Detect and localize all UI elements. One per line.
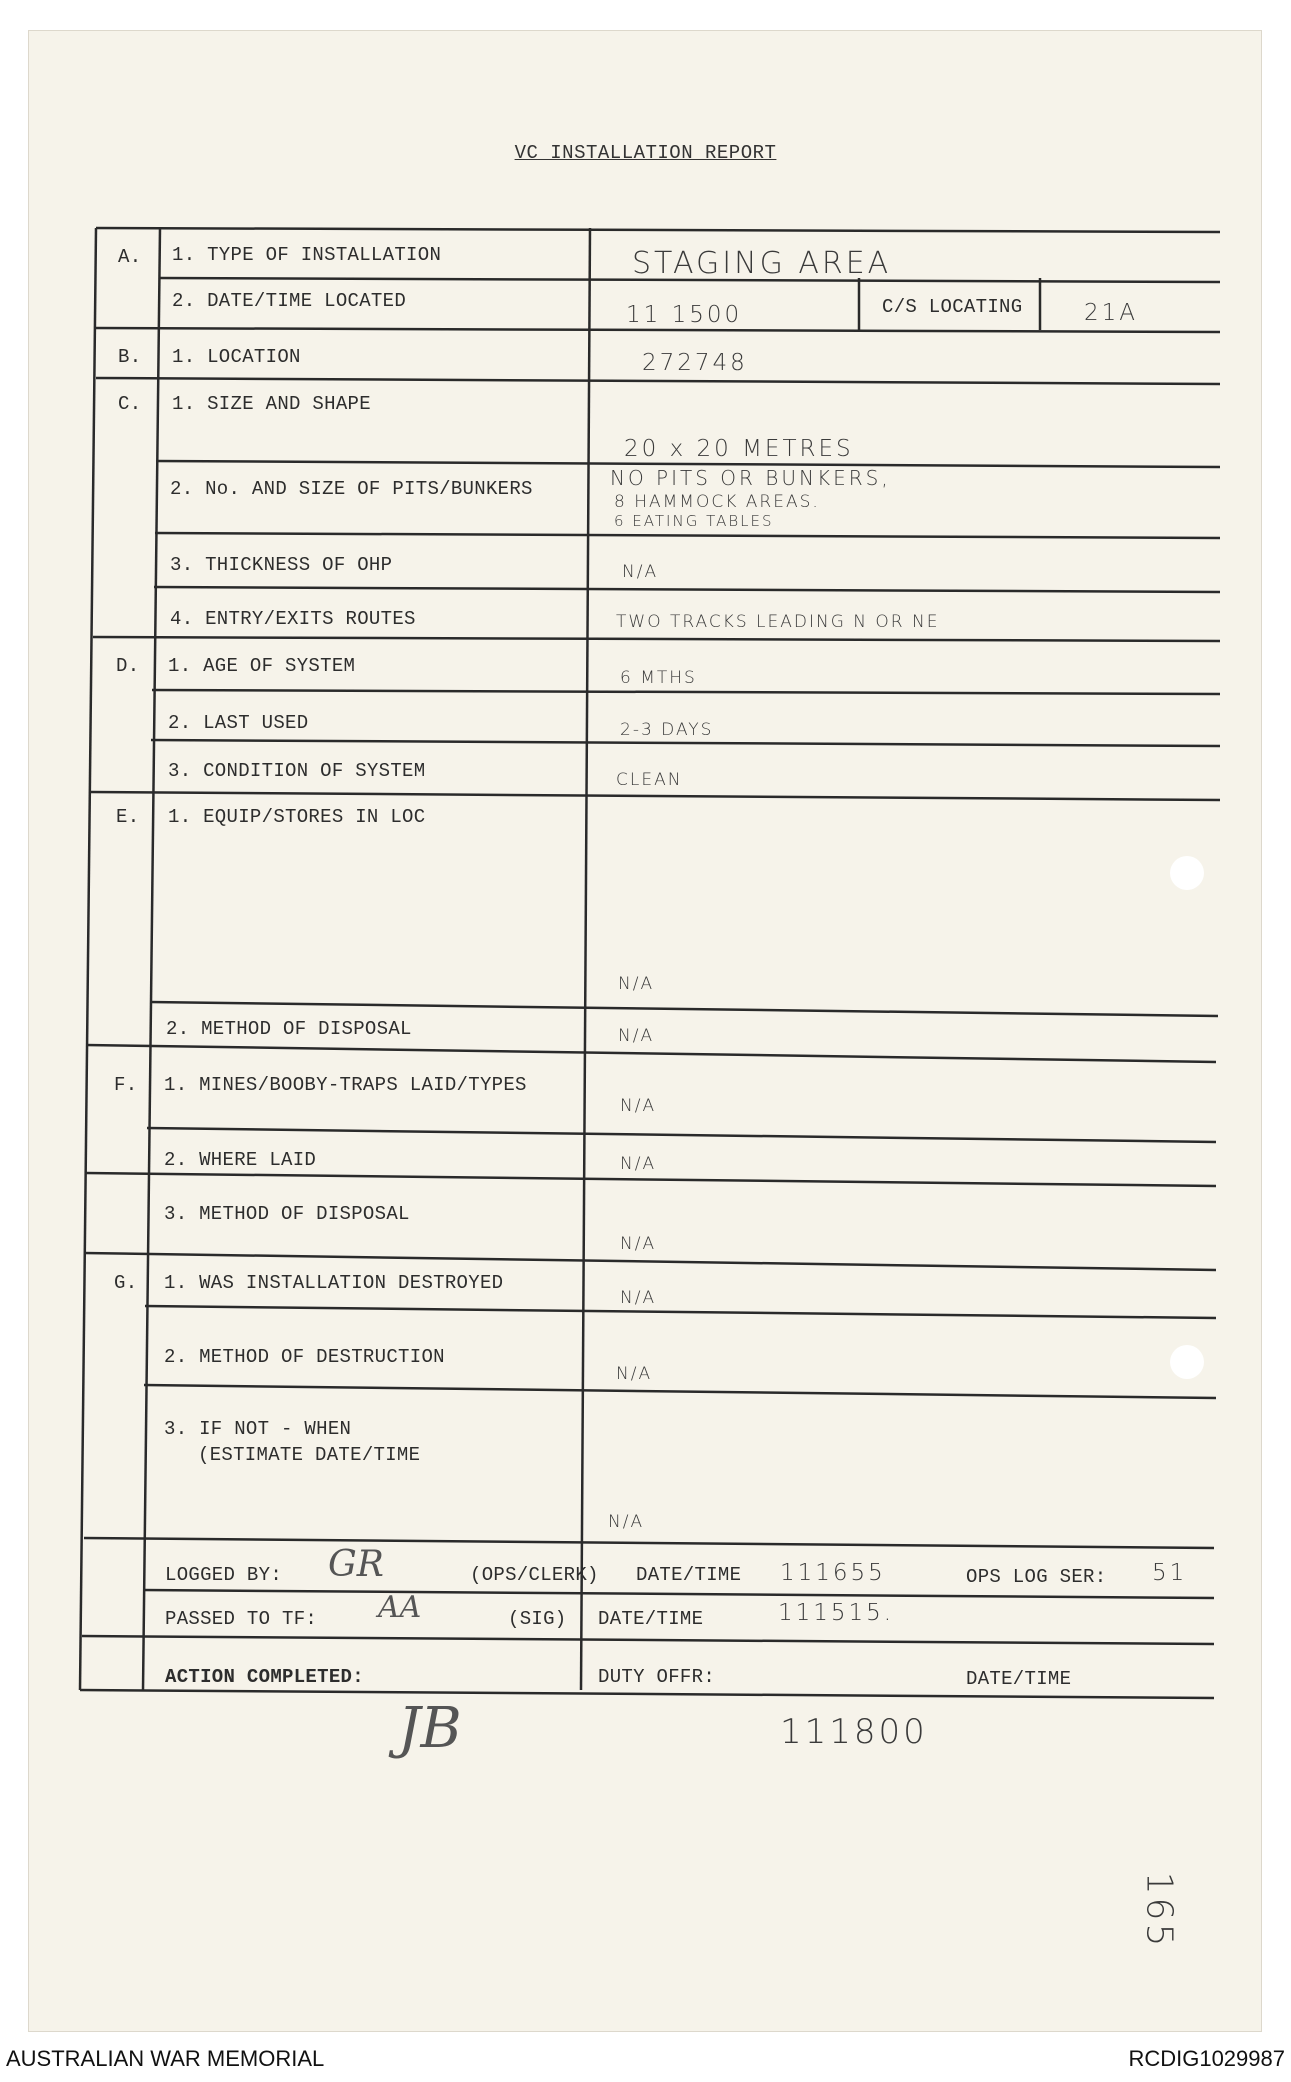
ops-log-ser-label: OPS LOG SER: bbox=[966, 1566, 1107, 1588]
report-title: VC INSTALLATION REPORT bbox=[514, 142, 777, 164]
value-if-not-when: N/A bbox=[608, 1512, 645, 1532]
value-equip-stores: N/A bbox=[618, 974, 655, 994]
value-thickness-ohp: N/A bbox=[622, 562, 659, 582]
section-letter-b: B. bbox=[118, 346, 142, 368]
action-completed-label: ACTION COMPLETED: bbox=[165, 1666, 364, 1688]
value-cs-locating: 21A bbox=[1084, 300, 1139, 326]
value-method-disposal-f: N/A bbox=[620, 1234, 657, 1254]
label-mines-booby-traps: 1. MINES/BOOBY-TRAPS LAID/TYPES bbox=[164, 1074, 527, 1096]
value-installation-destroyed: N/A bbox=[620, 1288, 657, 1308]
value-mines-booby-traps: N/A bbox=[620, 1096, 657, 1116]
label-size-and-shape: 1. SIZE AND SHAPE bbox=[172, 393, 371, 415]
passed-to-tf-label: PASSED TO TF: bbox=[165, 1608, 318, 1630]
value-entry-exits: TWO TRACKS LEADING N OR NE bbox=[616, 612, 940, 632]
action-date-value: 111800 bbox=[780, 1712, 928, 1752]
label-if-not-when: 3. IF NOT - WHEN bbox=[164, 1418, 352, 1440]
ops-clerk-label: (OPS/CLERK) bbox=[470, 1564, 599, 1586]
label-equip-stores: 1. EQUIP/STORES IN LOC bbox=[168, 806, 426, 828]
value-type-of-installation: STAGING AREA bbox=[632, 246, 892, 281]
duty-offr-label: DUTY OFFR: bbox=[598, 1666, 716, 1688]
label-type-of-installation: 1. TYPE OF INSTALLATION bbox=[172, 244, 442, 266]
section-letter-d: D. bbox=[116, 655, 140, 677]
label-installation-destroyed: 1. WAS INSTALLATION DESTROYED bbox=[164, 1272, 504, 1294]
logged-by-label: LOGGED BY: bbox=[165, 1564, 283, 1586]
label-location: 1. LOCATION bbox=[172, 346, 301, 368]
ops-log-ser-value: 51 bbox=[1152, 1560, 1188, 1586]
section-letter-g: G. bbox=[114, 1272, 138, 1294]
footer-source: AUSTRALIAN WAR MEMORIAL bbox=[6, 2046, 325, 2071]
label-where-laid: 2. WHERE LAID bbox=[164, 1149, 317, 1171]
passed-to-signature: AA bbox=[378, 1590, 422, 1625]
value-pits-line-1: NO PITS OR BUNKERS, bbox=[610, 466, 891, 490]
label-cs-locating: C/S LOCATING bbox=[882, 296, 1023, 318]
label-pits-bunkers: 2. No. AND SIZE OF PITS/BUNKERS bbox=[170, 478, 533, 500]
value-date-time-located: 11 1500 bbox=[626, 302, 743, 328]
sig-label: (SIG) bbox=[508, 1608, 567, 1630]
value-pits-line-2: 8 HAMMOCK AREAS. bbox=[614, 492, 820, 512]
passed-date-time-value: 111515. bbox=[778, 1600, 895, 1626]
value-location: 272748 bbox=[642, 350, 748, 376]
label-age-of-system: 1. AGE OF SYSTEM bbox=[168, 655, 356, 677]
label-thickness-ohp: 3. THICKNESS OF OHP bbox=[170, 554, 393, 576]
label-condition: 3. CONDITION OF SYSTEM bbox=[168, 760, 426, 782]
label-method-disposal-f: 3. METHOD OF DISPOSAL bbox=[164, 1203, 410, 1225]
value-age-of-system: 6 MTHS bbox=[620, 668, 697, 688]
label-last-used: 2. LAST USED bbox=[168, 712, 309, 734]
section-letter-a: A. bbox=[118, 246, 142, 268]
section-letter-c: C. bbox=[118, 393, 142, 415]
footer-reference: RCDIG1029987 bbox=[1128, 2046, 1285, 2071]
passed-date-time-label: DATE/TIME bbox=[598, 1608, 704, 1630]
logged-by-signature: GR bbox=[328, 1544, 384, 1585]
section-letter-f: F. bbox=[114, 1074, 138, 1096]
label-entry-exits: 4. ENTRY/EXITS ROUTES bbox=[170, 608, 416, 630]
action-date-time-label: DATE/TIME bbox=[966, 1668, 1072, 1690]
value-method-destruction: N/A bbox=[616, 1364, 653, 1384]
value-size-and-shape: 20 x 20 METRES bbox=[624, 436, 854, 462]
logged-date-time-value: 111655 bbox=[780, 1560, 886, 1586]
page-number: 165 bbox=[1138, 1871, 1180, 1950]
value-method-disposal-e: N/A bbox=[618, 1026, 655, 1046]
label-date-time-located: 2. DATE/TIME LOCATED bbox=[172, 290, 407, 312]
logged-date-time-label: DATE/TIME bbox=[636, 1564, 742, 1586]
label-method-destruction: 2. METHOD OF DESTRUCTION bbox=[164, 1346, 445, 1368]
value-pits-line-3: 6 EATING TABLES bbox=[614, 512, 774, 530]
label-method-disposal-e: 2. METHOD OF DISPOSAL bbox=[166, 1018, 412, 1040]
value-condition: CLEAN bbox=[616, 770, 683, 790]
action-signature: JB bbox=[398, 1696, 462, 1761]
value-last-used: 2-3 DAYS bbox=[620, 720, 714, 740]
value-where-laid: N/A bbox=[620, 1154, 657, 1174]
section-letter-e: E. bbox=[116, 806, 140, 828]
label-estimate-date-time: (ESTIMATE DATE/TIME bbox=[198, 1444, 421, 1466]
